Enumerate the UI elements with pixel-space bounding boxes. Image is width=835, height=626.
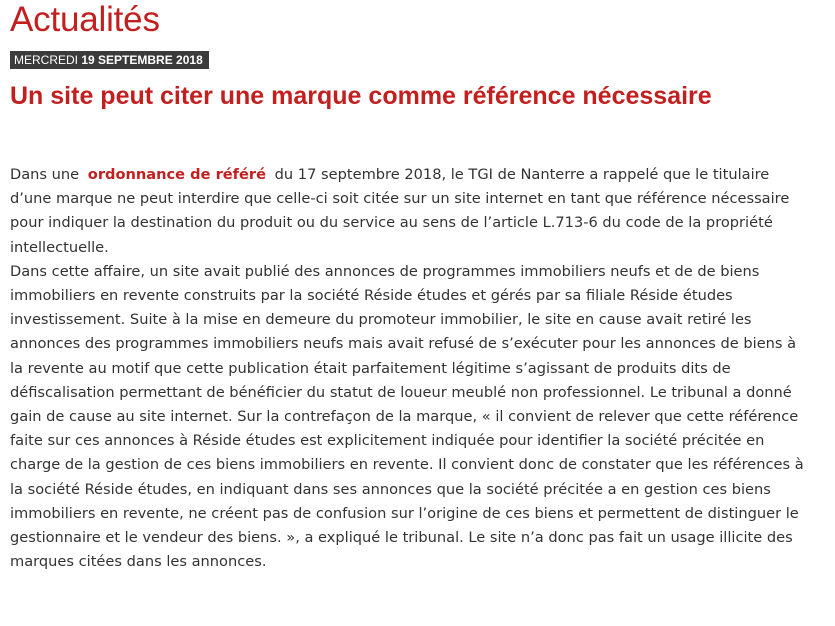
article-body	[10, 163, 810, 574]
date-badge	[10, 51, 209, 69]
date-value: 19 SEPTEMBRE 2018	[81, 53, 203, 67]
ordonnance-link[interactable]: ordonnance de référé	[87, 166, 267, 183]
article-paragraph-2: Dans cette affaire, un site avait publié des annonces de programmes immobiliers neufs et de de biens immobiliers en revente construits par la société Réside études et gérés par sa filiale Réside études investissement. Suite à la mise en demeure du promoteur immobilier, le site en cause avait retiré les annonces des programmes immobiliers neufs mais avait refusé de s’exécuter pour les annonces de biens à la revente au motif que cette publication était parfaitement légitime s’agissant de produits dits de défiscalisation permettant de bénéficier du statut de loueur meublé non professionnel. Le tribunal a donné gain de cause au site internet. Sur la contrefaçon de la marque, « il convient de relever que cette référence faite sur ces annonces à Réside études est explicitement indiquée pour identifier la société précitée en charge de la gestion de ces biens immobiliers en revente. Il convient donc de constater que les références à la société Réside études, en indiquant dans ses annonces que la société précitée a en gestion ces biens immobiliers en revente, ne créent pas de confusion sur l’origine de ces biens et permettent de distinguer le gestionnaire et le vendeur des biens. », a expliqué le tribunal. Le site n’a donc pas fait un usage illicite des marques citées dans les annonces.	[10, 262, 804, 571]
date-day: MERCREDI	[14, 53, 79, 67]
article-paragraph-1	[10, 163, 810, 260]
section-title: Actualités	[10, 0, 160, 39]
paragraph-1-lead: Dans une	[10, 166, 80, 183]
paragraph-1-text: du 17 septembre 2018, le TGI de Nanterre a rappelé que le titulaire d’une marque ne peut interdire que celle-ci soit citée sur un site internet en tant que référence nécessaire pour indiquer la destination du produit ou du service au sens de l’article L.713-6 du code de la propriété intellectuelle.	[10, 166, 790, 256]
article-headline: Un site peut citer une marque comme référence nécessaire	[10, 82, 712, 110]
